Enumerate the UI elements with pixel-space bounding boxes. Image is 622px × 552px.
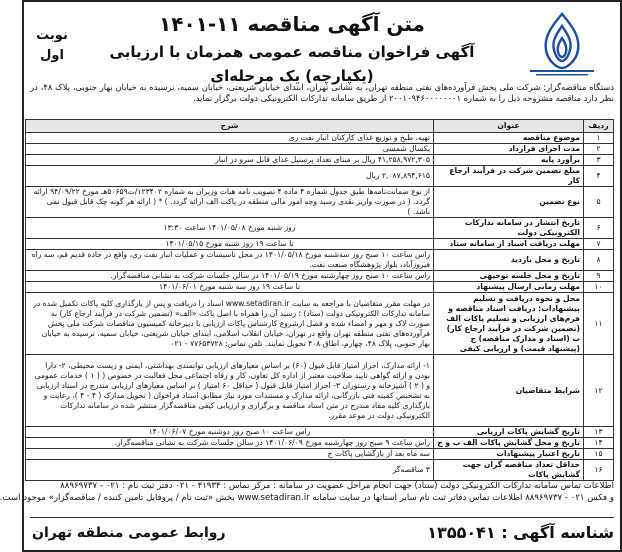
row-description: تا ساعت ۱۹ روز شنبه مورخ ۱۴۰۱/۰۵/۱۵ (26, 239, 434, 250)
row-title: مهلت دریافت اسناد از سامانه ستاد (434, 239, 584, 250)
table-row (26, 239, 614, 250)
row-title: تاریخ و محل بازدید (434, 250, 584, 271)
nioprdc-logo (510, 8, 614, 80)
row-number: ۷ (584, 239, 614, 250)
row-number: ۱۱ (584, 293, 614, 355)
row-description: یکسال شمسی (26, 144, 434, 155)
table-row (26, 271, 614, 282)
row-description: راس ساعت ۱۰ صبح روز دوشنبه مورخ ۱۴۰۱/۰۶/۰۷ (26, 427, 434, 438)
row-description: ۱- ارائه مدارک، احراز امتیاز قابل قبول (۶۰) بر اساس معیارهای ارزیابی توانمندی بهداشتی، ایمنی و زیست محیطی، ۲- دارا بودن و ارائه گواهی تایید صلاحیت معتبر از اداره کل تعاون، کار و رفاه اجتماعی محل فعالیت در خصوص ( ( ۱ ) خدمات عمومی و ( ۲ ) آشپزخانه و رستوران ۳- احراز امتیاز قابل قبول ( حداقل ۶۰ امتیاز ) بر اساس معیارهای ارزیابی مندرج در اسناد ارزیابی به تشخیص کمیته فنی بازرگانی، ارائه مدارک و مستندات مورد نیاز مطابق اسناد فراخوان ( تحویل مدارک ( ۴ - ۴ )، رعایت و بارگذاری کلیه مفاد مندرج در متن اسناد مناقصه و برگزاری و ارزیابی کیفی مناقصه‌گزار منتشر شده در سامانه تدارکات الکترونیکی دولت در موعد مقرر. (26, 355, 434, 427)
column-header-title: عنوان (434, 120, 584, 133)
row-number: ۹ (584, 271, 614, 282)
row-description: ۳ مناقصه‌گر (26, 460, 434, 481)
row-number: ۴ (584, 166, 614, 187)
flame-logo-icon (510, 8, 614, 80)
round-value: اول (40, 48, 64, 63)
row-title: برآورد پایه (434, 155, 584, 166)
row-title: محل و نحوه دریافت و تسلیم پیشنهادات: دریافت اسناد مناقصه و فرم‌های ارزیابی و تسلیم پاکات الف (تضمین شرکت در فرآیند ارجاع کار) ب (اسناد و مدارک مناقصه) ج (پیشنهاد قیمت) و ارزیابی کیفی (434, 293, 584, 355)
table-row (26, 218, 614, 239)
row-number: ۱۳ (584, 427, 614, 438)
row-number: ۳ (584, 155, 614, 166)
row-number: ۱۵ (584, 449, 614, 460)
row-title: مهلت زمانی ارسال پیشنهاد (434, 282, 584, 293)
row-title: مدت اجرای قرارداد (434, 144, 584, 155)
table-row (26, 449, 614, 460)
notice-id: شناسه آگهی : ۱۳۵۵۰۴۱ (427, 523, 614, 542)
row-title: موضوع مناقصه (434, 133, 584, 144)
notice-title: متن آگهی مناقصه ۱۱-۱۴۰۱ (159, 12, 425, 36)
row-number: ۶ (584, 218, 614, 239)
table-row (26, 250, 614, 271)
contact-line-1: اطلاعات تماس سامانه تدارکات الکترونیکی دولت (ستاد) جهت انجام مراحل عضویت در سامانه : مرکز تماس : ۴۱۹۳۴ - ۰۲۱ دفتر ثبت نام : ۰۲۱ - ۸۸۹۶۹۷۳۷ (60, 481, 614, 491)
row-title: تاریخ اعتبار پیشنهادات (434, 449, 584, 460)
table-row (26, 282, 614, 293)
table-row (26, 293, 614, 355)
row-number: ۱ (584, 133, 614, 144)
round-badge (32, 26, 72, 66)
row-description: سه ماه بعد از بازگشایی پاکات ج (26, 449, 434, 460)
row-description: تا ساعت ۱۹ روز سه شنبه مورخ ۱۴۰۱/۰۶/۰۱ (26, 282, 434, 293)
row-title: تاریخ گشایش پاکات ارزیابی (434, 427, 584, 438)
contact-line-2: و فکس ۰۲۱ - ۸۸۹۶۹۷۳۷ اطلاعات تماس دفاتر ثبت نام سایر استانها در سایت سامانه www.setadiran.ir بخش «ثبت نام / پروفایل تامین کننده / مناقصه‌گزار» موجود است. (0, 493, 614, 503)
row-description: ۴۱,۲۵۸,۹۷۲,۳۰۵ ریال بر مبنای تعداد پرسنیل غذای قابل سرو در انبار (26, 155, 434, 166)
table-row (26, 355, 614, 427)
row-description: روز شنبه مورخ ۱۴۰۱/۰۵/۰۸ ساعت ۱۳:۳۰ (26, 218, 434, 239)
table-row (26, 144, 614, 155)
row-number: ۱۲ (584, 355, 614, 427)
row-number: ۲ (584, 144, 614, 155)
table-row (26, 155, 614, 166)
table-row (26, 166, 614, 187)
footer-divider (30, 517, 614, 518)
tender-details-table (25, 119, 614, 481)
row-description: راس ساعت ۱۰ صبح روز سه‌شنبه مورخ ۱۴۰۱/۰۵/۱۸ در محل تاسیسات و عملیات انبار نفت ری، واقع در جاده قدیم قم، سه راه فیروزآباد، بلوار پژوهشگاه صنعت نفت. (26, 250, 434, 271)
row-title: نوع تضمین (434, 187, 584, 218)
notice-subtitle: آگهی فراخوان مناقصه عمومی همزمان با ارزیابی (یکپارچه) یک مرحله‌ای (109, 43, 475, 85)
row-title: تاریخ و محل جلسه توجیهی (434, 271, 584, 282)
row-number: ۱۰ (584, 282, 614, 293)
column-header-desc: شرح (26, 120, 434, 133)
table-row (26, 460, 614, 481)
public-relations-signature: روابط عمومی منطقه تهران (32, 525, 226, 541)
row-title: تاریخ و محل گشایش پاکات الف ب و ج (434, 438, 584, 449)
row-title: تاریخ انتشار در سامانه تدارکات الکترونیکی دولت (434, 218, 584, 239)
table-header-row (26, 120, 614, 133)
row-description: راس ساعت ۹ صبح روز چهارشنبه مورخ ۱۴۰۱/۰۶/۰۹ در سالن جلسات شرکت به نشانی مناقصه‌گزار. (26, 438, 434, 449)
row-description: از نوع ضمانت‌نامه‌ها طبق جدول شماره ۴ ماده ۴ تصویب نامه هیات وزیران به شماره ۱۲۳۴۰۲/ت۵۰۶۵۹هـ مورخ ۹۴/۰۹/۲۲ ارائه گردد. ( در صورت واریز نقدی رسید وجه امور مالی منطقه در پاکت الف ارائه گردد. ) * ( ارائه هر گونه چک قابل قبول نمی باشد. ) (26, 187, 434, 218)
intro-paragraph: دستگاه مناقصه‌گزار: شرکت ملی پخش فرآورده‌های نفتی منطقه تهران، به نشانی تهران، ابتدای خیابان شریعتی، خیابان سمیه، نرسیده به خیابان بهار جنوبی، پلاک ۴۸، در نظر دارد مناقصه مشروحه ذیل را به شماره ۲۰۰۱۰۹۴۶۰۰۰۰۰۰۰۱ از طریق سامانه تدارکات الکترونیکی دولت برگزار نماید. (30, 82, 615, 103)
row-description: تهیه، طبخ و توزیع غذای کارکنان انبار نفت ری (26, 133, 434, 144)
row-title: مبلغ تضمین شرکت در فرآیند ارجاع کار (434, 166, 584, 187)
notice-header (26, 4, 618, 85)
row-number: ۸ (584, 250, 614, 271)
row-title: شرایط متقاضیان (434, 355, 584, 427)
row-number: ۱۴ (584, 438, 614, 449)
table-row (26, 438, 614, 449)
row-number: ۱۶ (584, 460, 614, 481)
row-description: ۲,۰۸۷,۸۹۴,۶۱۵ ریال (26, 166, 434, 187)
contact-footer (0, 480, 614, 504)
row-number: ۵ (584, 187, 614, 218)
column-header-row-no: ردیف (584, 120, 614, 133)
round-label: نوبت (36, 28, 68, 43)
table-row (26, 187, 614, 218)
row-title: حداقل تعداد مناقصه گران جهت گشایش پاکات (434, 460, 584, 481)
row-description: راس ساعت ۱۰ صبح روز چهارشنبه مورخ ۱۴۰۱/۰۵/۱۹ در سالن جلسات شرکت به نشانی مناقصه‌گزار. (26, 271, 434, 282)
table-row (26, 427, 614, 438)
row-description: در مهلت مقرر متقاضیان با مراجعه به سایت www.setadiran.ir اسناد را دریافت و پس از بارگذاری کلیه پاکات تکمیل شده در سامانه تدارکات الکترونیکی دولت (ستاد) ؛ رسید آن را همراه با اصل پاکت «الف» (تضمین شرکت در فرآیند ارجاع کار) به صورت لاک و مهر و امضاء شده و فصل ارشروع کارشناس پاکات ارزیابی با دبیرخانه کمیسیون مناقصات شرکت ملی پخش فرآورده‌های نفتی منطقه تهران واقع در تهران، خیابان انقلاب اسلامی، ابتدای خیابان شریعتی، خیابان سمیه، نرسیده به خیابان بهار جنوبی، پلاک ۴۸، چهارم، اطاق ۴۰۸ تحویل نمایند. تلفن تماس: ۷۷۶۵۳۷۲۸ - ۰۲۱ (26, 293, 434, 355)
table-row (26, 133, 614, 144)
